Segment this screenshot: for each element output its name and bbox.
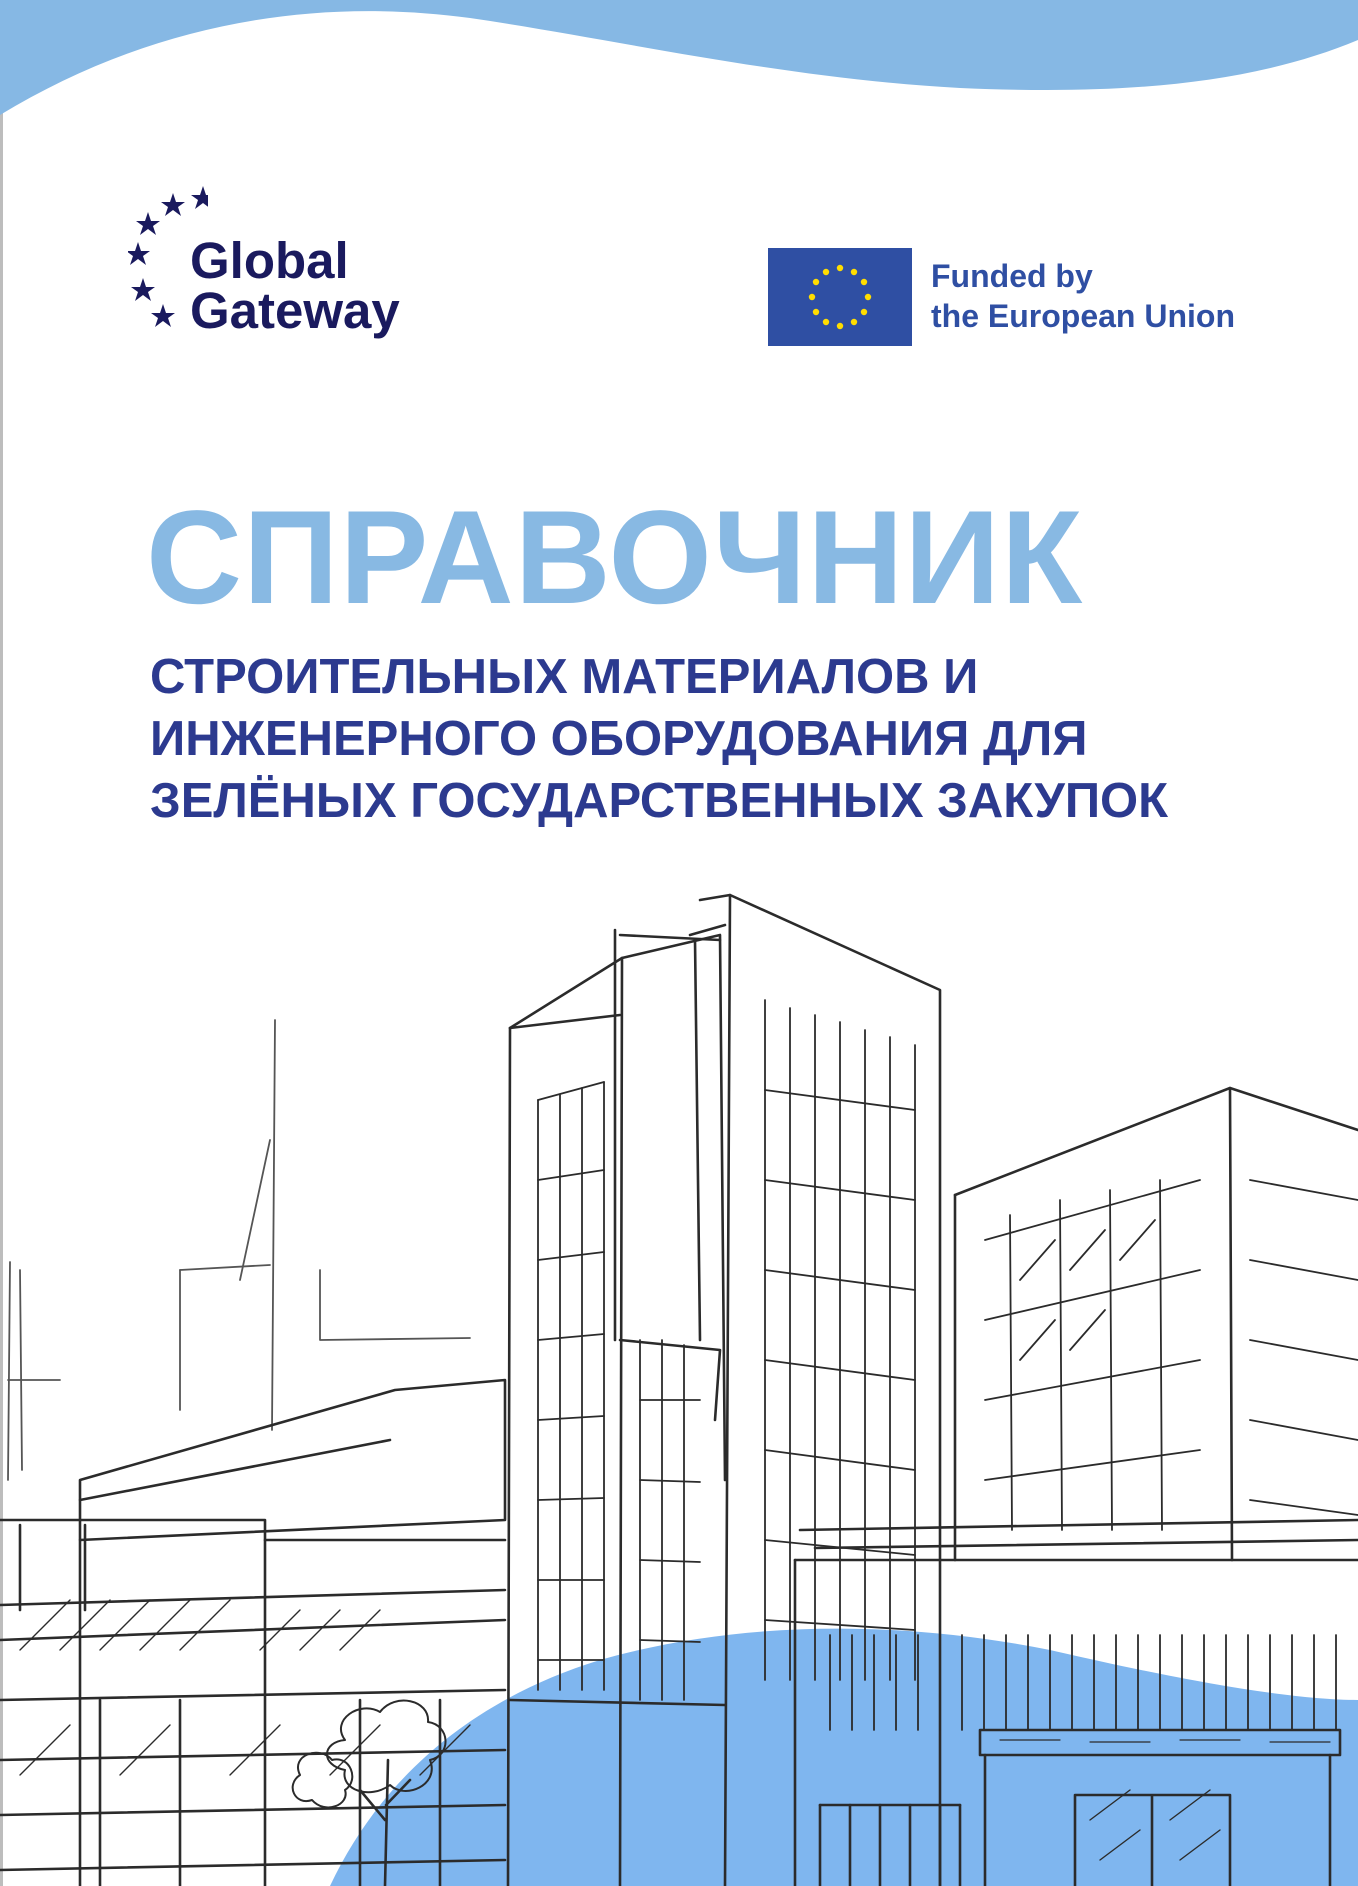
subtitle-line-2: ИНЖЕНЕРНОГО ОБОРУДОВАНИЯ ДЛЯ — [150, 712, 1088, 766]
global-gateway-logo — [128, 186, 448, 356]
eu-flag-icon — [768, 248, 912, 346]
global-gateway-line2: Gateway — [190, 282, 400, 339]
subtitle-line-1: СТРОИТЕЛЬНЫХ МАТЕРИАЛОВ И — [150, 650, 979, 704]
eu-funding-text — [931, 256, 1235, 336]
eu-funding-line1: Funded by — [931, 258, 1093, 294]
cover-subtitle — [150, 646, 1168, 832]
global-gateway-wordmark — [190, 232, 400, 339]
global-gateway-line1: Global — [190, 232, 349, 289]
cover-title: СПРАВОЧНИК — [146, 484, 1084, 632]
eu-funding-line2: the European Union — [931, 298, 1235, 334]
eu-funding-logo — [768, 248, 1288, 348]
top-wave — [0, 0, 1358, 115]
subtitle-line-3: ЗЕЛЁНЫХ ГОСУДАРСТВЕННЫХ ЗАКУПОК — [150, 774, 1169, 828]
